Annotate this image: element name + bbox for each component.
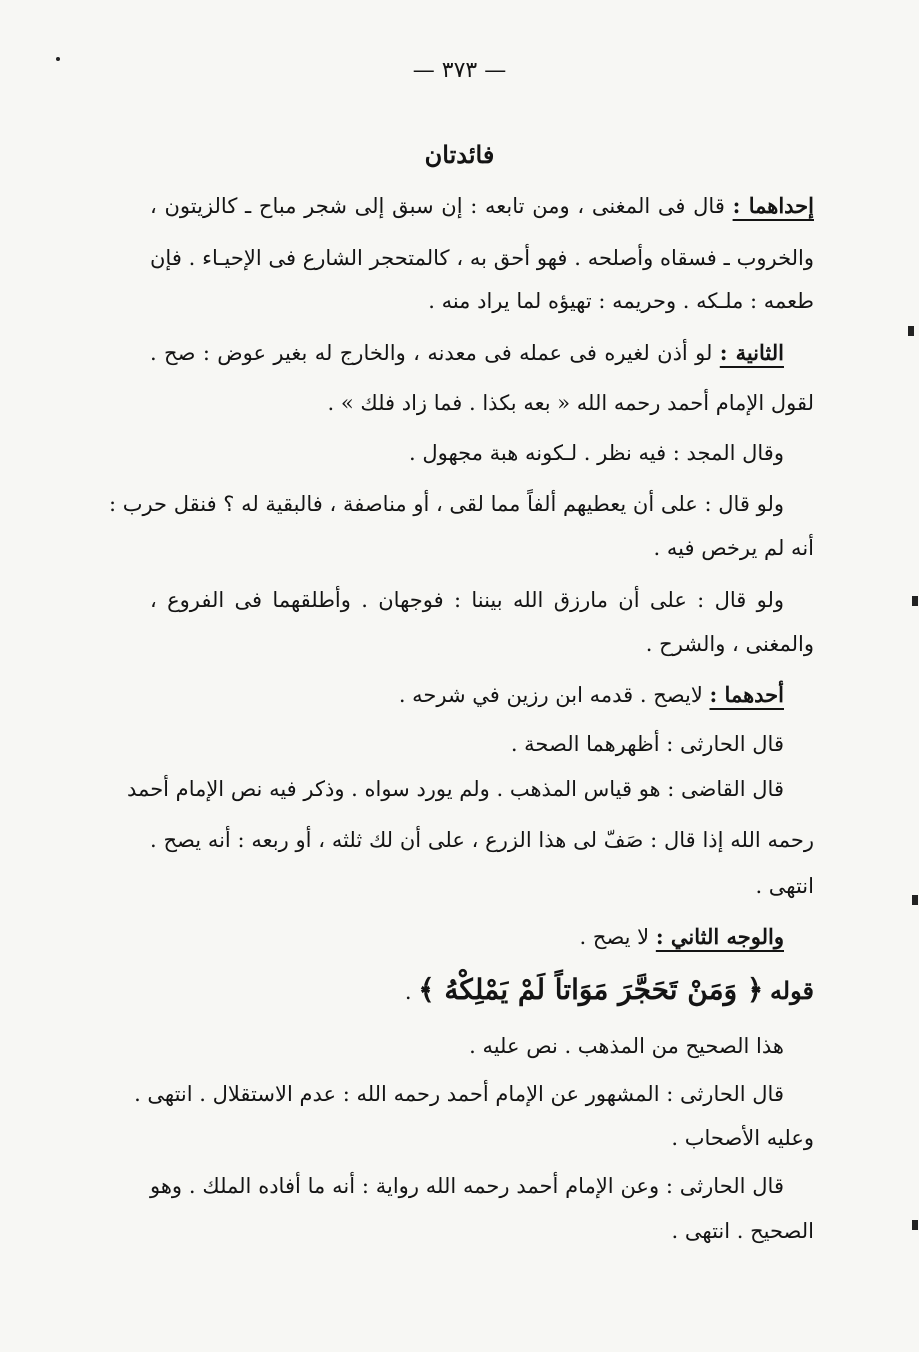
paragraph-line: لقول الإمام أحمد رحمه الله « بعه بكذا . فما زاد فلك » . xyxy=(327,391,814,415)
paragraph-line: أنه لم يرخص فيه . xyxy=(653,536,814,560)
paragraph-line: رحمه الله إذا قال : صَفّ لى هذا الزرع ، على أن لك ثلثه ، أو ربعه : أنه يصح . xyxy=(150,828,814,852)
paragraph-line: الصحيح . انتهى . xyxy=(671,1219,814,1243)
quran-verse: ﴿ وَمَنْ تَحَجَّرَ مَوَاتاً لَمْ يَمْلِكْهُ ﴾ xyxy=(418,973,764,1006)
verse-end: . xyxy=(404,980,412,1004)
paragraph-line: والمغنى ، والشرح . xyxy=(645,632,814,656)
paragraph-lead: إحداهما : xyxy=(732,193,814,218)
paragraph-line: هذا الصحيح من المذهب . نص عليه . xyxy=(469,1034,784,1058)
paragraph-line: قال الحارثى : وعن الإمام أحمد رحمه الله رواية : أنه ما أفاده الملك . وهو xyxy=(150,1174,784,1198)
body-text xyxy=(108,0,814,1352)
paragraph-lead: الثانية : xyxy=(719,340,784,365)
paragraph-text: قال فى المغنى ، ومن تابعه : إن سبق إلى شجر مباح ـ كالزيتون ، xyxy=(150,194,725,218)
paragraph-line: وعليه الأصحاب . xyxy=(671,1126,814,1150)
paragraph-line xyxy=(150,195,814,217)
verse-intro: قوله xyxy=(769,976,814,1005)
paragraph-line xyxy=(150,342,784,364)
paragraph-line xyxy=(580,926,784,948)
margin-mark xyxy=(908,326,914,336)
paragraph-line: انتهى . xyxy=(755,874,814,898)
paragraph-line: والخروب ـ فسقاه وأصلحه . فهو أحق به ، كالمتحجر الشارع فى الإحيـاء . فإن xyxy=(150,246,814,270)
paragraph-line: قال القاضى : هو قياس المذهب . ولم يورد سواه . وذكر فيه نص الإمام أحمد xyxy=(127,777,784,801)
paragraph-line xyxy=(399,684,784,706)
paragraph-text: لو أذن لغيره فى عمله فى معدنه ، والخارج له بغير عوض : صح . xyxy=(150,341,713,365)
paragraph-line: قال الحارثى : أظهرهما الصحة . xyxy=(510,732,784,756)
paragraph-lead: أحدهما : xyxy=(709,682,784,707)
paragraph-line: ولو قال : على أن يعطيهم ألفاً مما لقى ، أو مناصفة ، فالبقية له ؟ فنقل حرب : xyxy=(108,492,784,516)
quran-verse-line xyxy=(404,973,814,1006)
paragraph-line: وقال المجد : فيه نظر . لـكونه هبة مجهول . xyxy=(409,441,784,465)
margin-mark xyxy=(912,895,918,905)
section-title: فائدتان xyxy=(424,140,495,169)
paragraph-line: طعمه : ملـكه . وحريمه : تهيؤه لما يراد منه . xyxy=(428,289,814,313)
paragraph-text: لايصح . قدمه ابن رزين في شرحه . xyxy=(398,683,703,707)
paragraph-text: لا يصح . xyxy=(579,925,650,949)
page-number: — ٣٧٣ — xyxy=(412,58,507,83)
margin-mark xyxy=(912,596,918,606)
paragraph-line: ولو قال : على أن مارزق الله بيننا : فوجهان . وأطلقهما فى الفروع ، xyxy=(150,588,784,612)
paragraph-line: قال الحارثى : المشهور عن الإمام أحمد رحمه الله : عدم الاستقلال . انتهى . xyxy=(134,1082,784,1106)
margin-mark xyxy=(912,1220,918,1230)
paragraph-lead: والوجه الثاني : xyxy=(655,924,784,949)
